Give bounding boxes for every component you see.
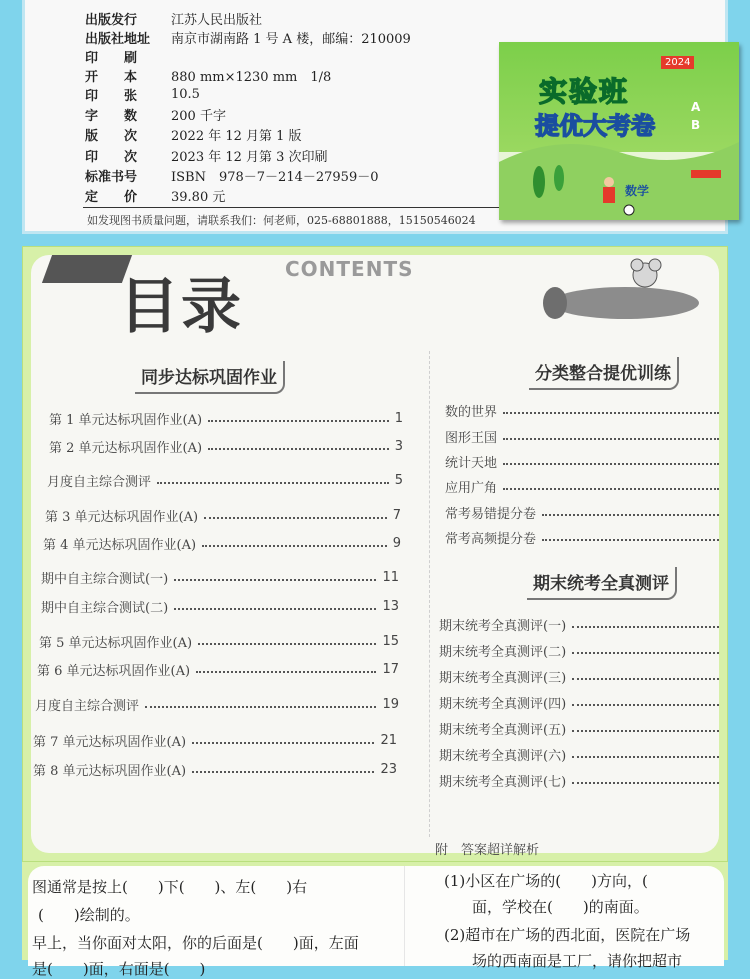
exercise-line: 面，学校在( )的南面。 (472, 898, 649, 916)
colophon-value: 2023 年 12 月第 3 次印刷 (171, 149, 328, 165)
toc-item-label: 期末统考全真测评(五) (439, 723, 567, 738)
toc-item[interactable] (439, 615, 725, 634)
toc-item-page: 23 (380, 762, 397, 777)
toc-item[interactable] (445, 427, 725, 446)
toc-item-label: 数的世界 (445, 405, 498, 420)
colophon-divider (83, 207, 499, 208)
leader-dots (572, 730, 719, 732)
exercise-column-divider (404, 866, 405, 966)
colophon-value: 南京市湖南路 1 号 A 楼，邮编：210009 (171, 31, 411, 47)
colophon-value: 200 千字 (171, 108, 226, 124)
toc-item[interactable] (39, 632, 399, 651)
exercise-line: 场的西南面是工厂，请你把超市 (472, 952, 683, 970)
contents-label: CONTENTS (285, 257, 414, 281)
leader-dots (542, 514, 719, 516)
toc-item[interactable] (445, 452, 725, 471)
leader-dots (503, 438, 719, 440)
colophon-key: 印 次 (85, 149, 138, 165)
colophon-value: 880 mm×1230 mm 1/8 (171, 69, 332, 85)
leader-dots (503, 412, 719, 414)
toc-item-page: 15 (382, 634, 399, 649)
toc-item-label: 第 1 单元达标巩固作业(A) (49, 413, 203, 428)
leader-dots (572, 626, 719, 628)
section-heading-final: 期末统考全真测评 (527, 567, 677, 600)
toc-item[interactable] (439, 693, 725, 712)
colophon-key: 出版社地址 (85, 31, 151, 47)
colophon-key: 版 次 (85, 128, 138, 144)
toc-item[interactable] (43, 534, 401, 553)
colophon-row (85, 65, 331, 85)
toc-item-page: 13 (382, 599, 399, 614)
colophon-value: 10.5 (171, 86, 200, 102)
toc-item[interactable] (37, 660, 399, 679)
toc-item[interactable] (439, 745, 725, 764)
section-heading-category: 分类整合提优训练 (529, 357, 679, 390)
book-cover (499, 42, 739, 220)
colophon-row (85, 27, 411, 47)
toc-item-label: 期末统考全真测评(一) (439, 619, 567, 634)
toc-page (31, 255, 719, 858)
toc-item[interactable] (41, 568, 399, 587)
colophon-value: 江苏人民出版社 (171, 12, 263, 28)
answer-section-label: 附 答案超详解析 (435, 843, 540, 858)
colophon-key: 字 数 (85, 108, 138, 124)
exercise-line: 早上，当你面对太阳，你的后面是( )面，左面 (32, 934, 359, 952)
toc-item-label: 图形王国 (445, 431, 498, 446)
leader-dots (157, 482, 389, 484)
toc-item[interactable] (47, 471, 403, 490)
book-cover-label-a: A (691, 100, 701, 114)
toc-item[interactable] (33, 731, 397, 750)
toc-item-page: 1 (394, 411, 403, 426)
leader-dots (503, 488, 719, 490)
toc-item[interactable] (439, 667, 725, 686)
toc-item[interactable] (439, 719, 725, 738)
leader-dots (174, 579, 376, 581)
leader-dots (145, 706, 376, 708)
leader-dots (202, 545, 387, 547)
book-cover-year: 2024 (661, 56, 694, 69)
toc-item[interactable] (49, 409, 403, 428)
exercise-line: (2)超市在广场的西北面，医院在广场 (444, 926, 691, 944)
colophon-value: 39.80 元 (171, 189, 226, 205)
toc-item-label: 常考易错提分卷 (445, 507, 537, 522)
book-cover-tag (691, 170, 721, 178)
toc-item-label: 第 2 单元达标巩固作业(A) (49, 441, 203, 456)
exercise-line: 是( )面，右面是( ) (32, 960, 206, 978)
colophon-value: 2022 年 12 月第 1 版 (171, 128, 302, 144)
toc-item[interactable] (445, 477, 725, 496)
toc-item-label: 月度自主综合测评 (47, 475, 152, 490)
colophon-key: 出版发行 (85, 12, 138, 28)
leader-dots (572, 782, 719, 784)
toc-item[interactable] (445, 401, 725, 420)
toc-item-page: 7 (392, 508, 401, 523)
exercise-line: 图通常是按上( )下( )、左( )右 (32, 878, 308, 896)
toc-item-label: 应用广角 (445, 481, 498, 496)
colophon-footer: 如发现图书质量问题，请联系我们：何老师，025-68801888，15150546024 (87, 214, 476, 227)
toc-item[interactable] (445, 503, 725, 522)
toc-item-label: 第 3 单元达标巩固作业(A) (45, 510, 199, 525)
toc-item-label: 第 5 单元达标巩固作业(A) (39, 636, 193, 651)
toc-item-label: 第 8 单元达标巩固作业(A) (33, 764, 187, 779)
exercise-line: ( )绘制的。 (38, 906, 140, 924)
toc-panel (22, 246, 728, 862)
leader-dots (572, 652, 719, 654)
leader-dots (208, 420, 389, 422)
toc-item[interactable] (445, 528, 725, 547)
colophon-key: 印 刷 (85, 50, 138, 66)
leader-dots (192, 771, 374, 773)
toc-item[interactable] (35, 695, 399, 714)
toc-item-label: 常考高频提分卷 (445, 532, 537, 547)
colophon-row (85, 145, 328, 165)
toc-item-page: 21 (380, 733, 397, 748)
colophon-row (85, 165, 379, 185)
exercise-page (28, 866, 724, 978)
toc-item-page: 19 (382, 697, 399, 712)
toc-item-page: 5 (394, 473, 403, 488)
colophon-row (85, 8, 262, 28)
colophon-key: 印 张 (85, 88, 138, 104)
book-cover-subtitle: 提优大考卷 (535, 112, 655, 140)
toc-item[interactable] (49, 437, 403, 456)
leader-dots (542, 539, 719, 541)
toc-item-label: 期末统考全真测评(四) (439, 697, 567, 712)
toc-item[interactable] (439, 641, 725, 660)
book-cover-label-b: B (691, 118, 701, 132)
toc-item-page: 11 (382, 570, 399, 585)
toc-item-label: 期末统考全真测评(六) (439, 749, 567, 764)
leader-dots (208, 448, 389, 450)
toc-item-label: 月度自主综合测评 (35, 699, 140, 714)
exercise-panel (22, 862, 728, 978)
toc-item-label: 第 7 单元达标巩固作业(A) (33, 735, 187, 750)
leader-dots (204, 517, 387, 519)
book-cover-subject: 数学 (625, 184, 650, 198)
toc-item[interactable] (45, 506, 401, 525)
colophon-key: 标准书号 (85, 169, 138, 185)
exercise-line: (1)小区在广场的( )方向，( (444, 872, 678, 890)
colophon-row (85, 185, 225, 205)
toc-item[interactable] (33, 760, 397, 779)
colophon-key: 开 本 (85, 69, 138, 85)
toc-item-label: 期末统考全真测评(二) (439, 645, 567, 660)
toc-item[interactable] (41, 597, 399, 616)
toc-item-label: 期中自主综合测试(一) (41, 572, 169, 587)
toc-item-label: 统计天地 (445, 456, 498, 471)
toc-item-page: 3 (394, 439, 403, 454)
leader-dots (196, 671, 376, 673)
leader-dots (572, 704, 719, 706)
leader-dots (174, 608, 376, 610)
leader-dots (572, 756, 719, 758)
colophon-row (85, 46, 171, 66)
leader-dots (192, 742, 374, 744)
toc-item-label: 第 4 单元达标巩固作业(A) (43, 538, 197, 553)
toc-item-label: 期末统考全真测评(三) (439, 671, 567, 686)
toc-item-page: 17 (382, 662, 399, 677)
toc-item-page: 9 (392, 536, 401, 551)
toc-title: 目录 (119, 272, 243, 342)
book-cover-title: 实验班 (539, 75, 630, 108)
colophon-value: ISBN 978－7－214－27959－0 (171, 169, 379, 185)
toc-item-label: 第 6 单元达标巩固作业(A) (37, 664, 191, 679)
leader-dots (572, 678, 719, 680)
column-divider (429, 351, 430, 837)
toc-item-label: 期末统考全真测评(七) (439, 775, 567, 790)
colophon-row (85, 124, 302, 144)
colophon-row (85, 104, 226, 124)
leader-dots (198, 643, 376, 645)
toc-item-label: 期中自主综合测试(二) (41, 601, 169, 616)
log-mouse-icon (535, 257, 711, 327)
section-heading-sync: 同步达标巩固作业 (135, 361, 285, 394)
colophon-key: 定 价 (85, 189, 138, 205)
toc-item[interactable] (439, 771, 725, 790)
colophon-row (85, 84, 200, 104)
leader-dots (503, 463, 719, 465)
colophon-panel (22, 0, 728, 234)
